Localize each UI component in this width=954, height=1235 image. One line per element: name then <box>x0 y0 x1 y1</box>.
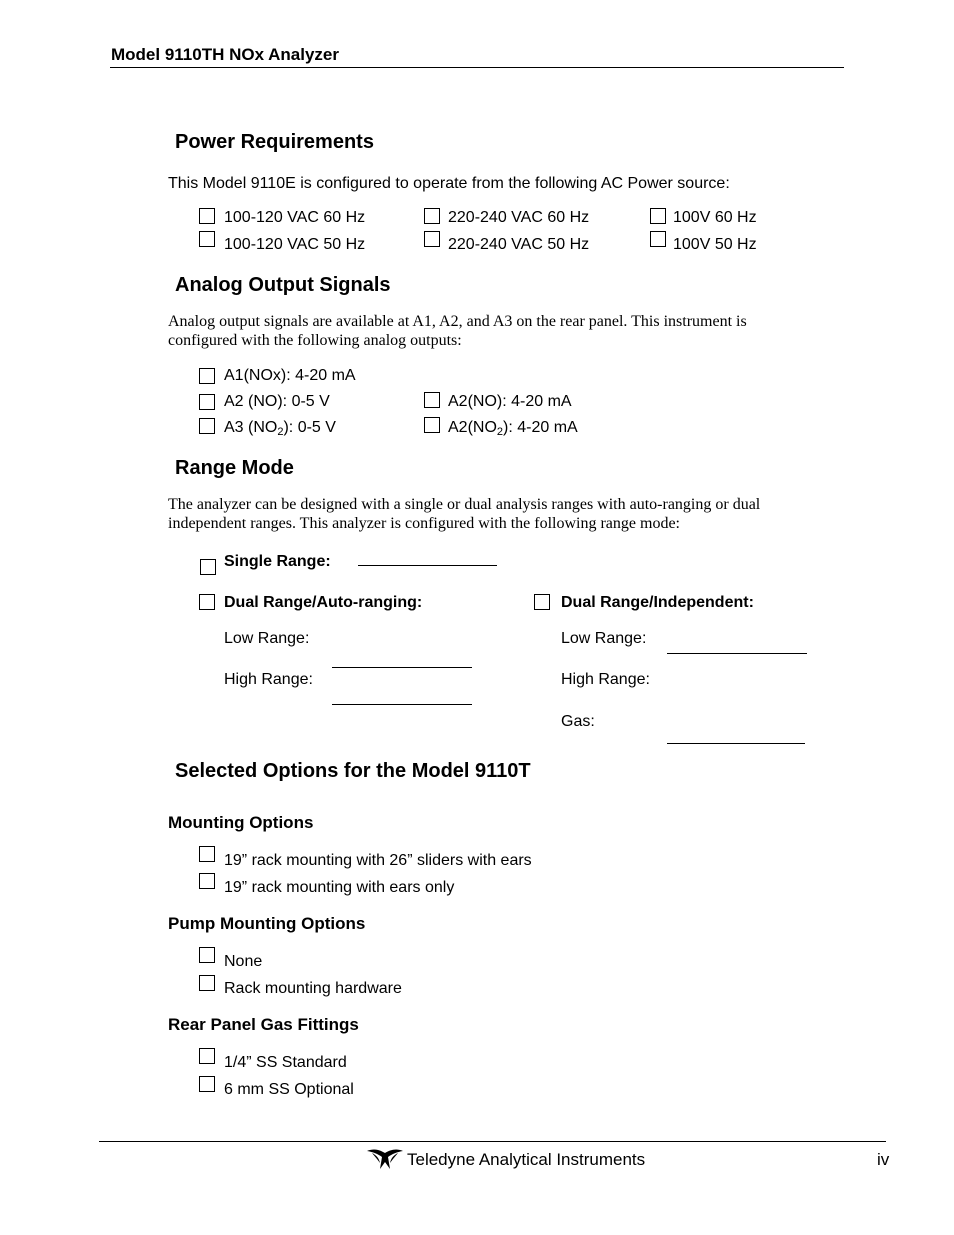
option-label: 19” rack mounting with 26” sliders with ears <box>224 852 532 869</box>
auto-high-range-fill-line[interactable] <box>332 704 472 705</box>
analog-intro-text: Analog output signals are available at A1, A2, and A3 on the rear panel. This instrument is configured with the following analog outputs: <box>168 313 747 349</box>
document-header-title: Model 9110TH NOx Analyzer <box>111 45 340 64</box>
option-label: 1/4” SS Standard <box>224 1054 347 1071</box>
checkbox-100v-50hz[interactable] <box>650 231 666 247</box>
option-label: 19” rack mounting with ears only <box>224 879 455 896</box>
checkbox-100-120vac-60hz[interactable] <box>199 208 215 224</box>
page-number: iv <box>877 1150 890 1169</box>
option-label: A1(NOx): 4-20 mA <box>224 367 356 384</box>
checkbox-single-range[interactable] <box>200 559 216 575</box>
option-label: 100-120 VAC 50 Hz <box>224 236 366 253</box>
option-label: A2 (NO): 0-5 V <box>224 393 330 410</box>
option-label: $A2(NO_2)$: 4-20 mA <box>448 419 578 438</box>
auto-high-range-label: High Range: <box>224 671 313 688</box>
checkbox-a1-nox-4-20ma[interactable] <box>199 368 215 384</box>
option-label: 220-240 VAC 50 Hz <box>448 236 590 253</box>
footer-company: Teledyne Analytical Instruments <box>407 1150 646 1169</box>
indep-gas-fill-line[interactable] <box>667 743 805 744</box>
footer-rule <box>99 1141 886 1142</box>
option-label: 220-240 VAC 60 Hz <box>448 209 590 226</box>
checkbox-220-240vac-50hz[interactable] <box>424 231 440 247</box>
mounting-options-heading: Mounting Options <box>168 813 314 832</box>
option-label: None <box>224 953 263 970</box>
dual-independent-label: Dual Range/Independent: <box>561 594 754 611</box>
dual-auto-label: Dual Range/Auto-ranging: <box>224 594 423 611</box>
range-intro-text: The analyzer can be designed with a single or dual analysis ranges with auto-ranging or dual independent ranges. This analyzer is configured with the following range mode: <box>168 496 761 532</box>
checkbox-fitting-6mm[interactable] <box>199 1076 215 1092</box>
checkbox-a3-no2-0-5v[interactable] <box>199 418 215 434</box>
option-label: A3 $(NO_2)$: 0-5 V <box>224 419 336 438</box>
option-label: A2(NO): 4-20 mA <box>448 393 572 410</box>
indep-low-range-label: Low Range: <box>561 630 647 647</box>
checkbox-220-240vac-60hz[interactable] <box>424 208 440 224</box>
option-label: 100-120 VAC 60 Hz <box>224 209 366 226</box>
checkbox-pump-none[interactable] <box>199 947 215 963</box>
gas-fittings-heading: Rear Panel Gas Fittings <box>168 1015 359 1034</box>
analog-output-heading: Analog Output Signals <box>175 274 391 296</box>
auto-low-range-fill-line[interactable] <box>332 667 472 668</box>
single-range-fill-line[interactable] <box>358 565 497 566</box>
indep-low-range-fill-line[interactable] <box>667 653 807 654</box>
checkbox-pump-rack-hardware[interactable] <box>199 975 215 991</box>
checkbox-a2-no-4-20ma[interactable] <box>424 392 440 408</box>
checkbox-100-120vac-50hz[interactable] <box>199 231 215 247</box>
header-rule <box>110 67 844 68</box>
checkbox-rack-ears-only[interactable] <box>199 873 215 889</box>
checkbox-a2-no-0-5v[interactable] <box>199 394 215 410</box>
checkbox-a2-no2-4-20ma[interactable] <box>424 417 440 433</box>
selected-options-heading: Selected Options for the Model 9110T <box>175 760 531 782</box>
checkbox-dual-range-auto[interactable] <box>199 594 215 610</box>
option-label: 6 mm SS Optional <box>224 1081 354 1098</box>
indep-high-range-label: High Range: <box>561 671 650 688</box>
auto-low-range-label: Low Range: <box>224 630 310 647</box>
range-mode-heading: Range Mode <box>175 457 294 479</box>
single-range-label: Single Range: <box>224 553 331 570</box>
checkbox-fitting-quarter-inch[interactable] <box>199 1048 215 1064</box>
option-label: Rack mounting hardware <box>224 980 402 997</box>
teledyne-logo-icon <box>366 1147 404 1171</box>
checkbox-dual-range-independent[interactable] <box>534 594 550 610</box>
checkbox-100v-60hz[interactable] <box>650 208 666 224</box>
power-intro-text: This Model 9110E is configured to operate from the following AC Power source: <box>168 175 730 192</box>
option-label: 100V 50 Hz <box>673 236 757 253</box>
indep-gas-label: Gas: <box>561 713 595 730</box>
pump-mounting-heading: Pump Mounting Options <box>168 914 366 933</box>
option-label: 100V 60 Hz <box>673 209 757 226</box>
power-requirements-heading: Power Requirements <box>175 131 374 153</box>
checkbox-rack-sliders-ears[interactable] <box>199 846 215 862</box>
